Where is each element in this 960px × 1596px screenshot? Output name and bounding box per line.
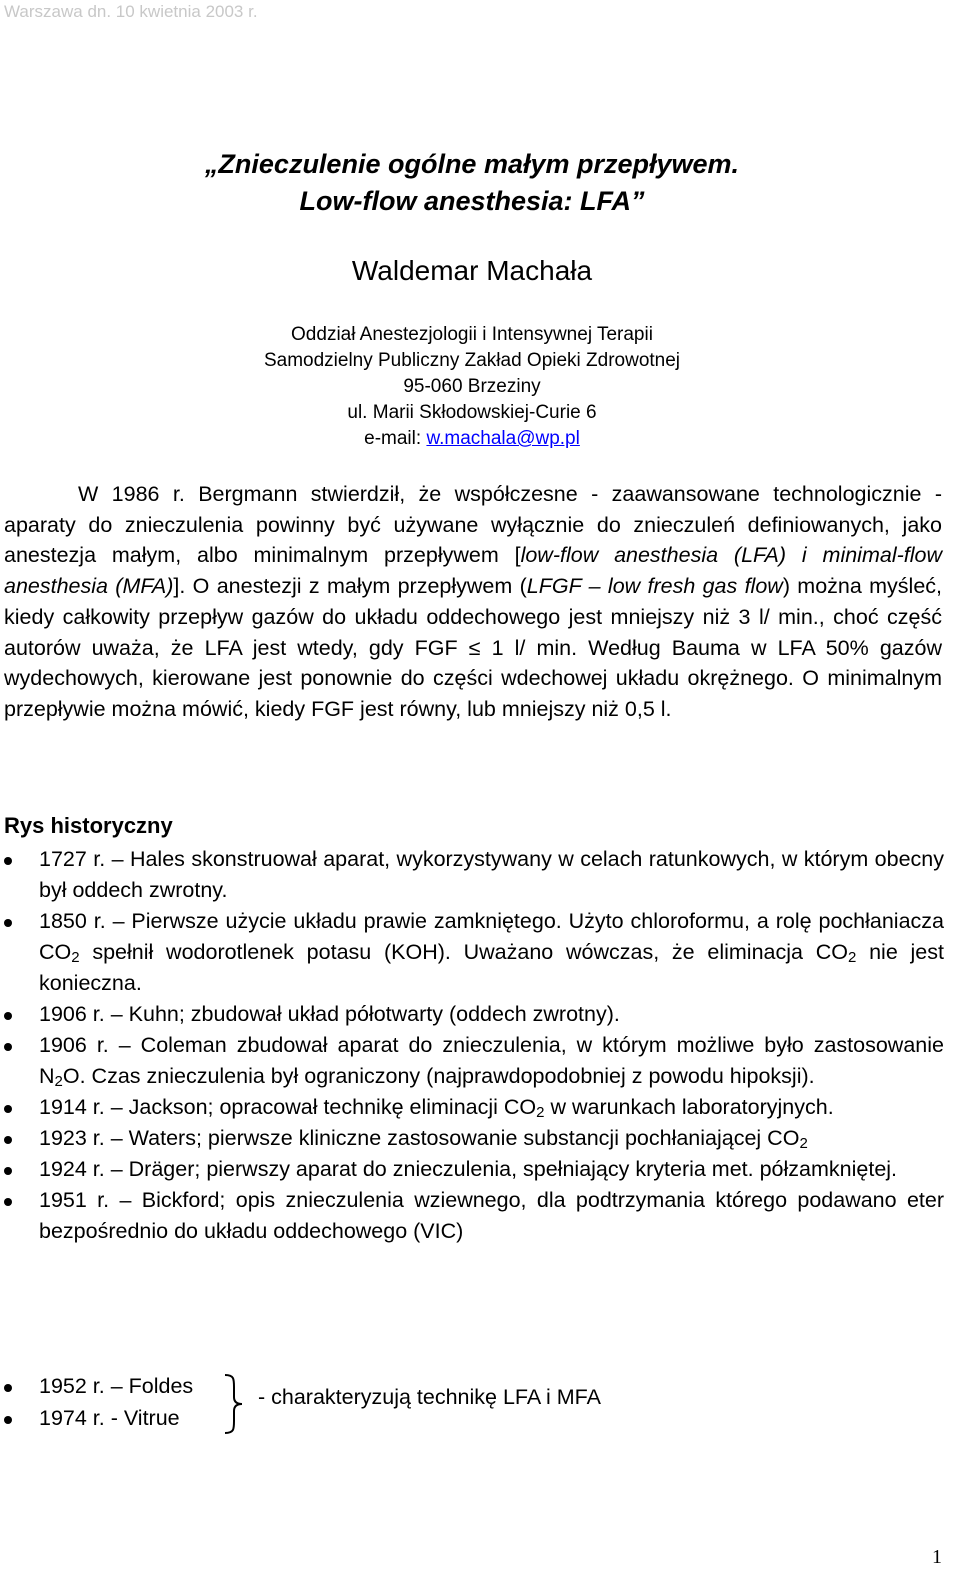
list-item-text: O. Czas znieczulenia był ograniczony (najprawdopodobniej z powodu hipoksji). <box>62 1064 815 1088</box>
header-date: Warszawa dn. 10 kwietnia 2003 r. <box>4 2 258 21</box>
list-item <box>0 1403 180 1434</box>
page-number: 1 <box>932 1546 942 1568</box>
list-item <box>0 999 944 1030</box>
bullet-icon <box>4 1136 12 1144</box>
list-item-text: 1850 r. – Pierwsze użycie układu prawie zamkniętego. Użyto chloroformu, a rolę pochłaniacza CO <box>39 909 944 964</box>
list-item-text: 1952 r. – Foldes <box>39 1374 194 1398</box>
bullet-icon <box>4 1384 12 1392</box>
bullet-icon <box>4 1012 12 1020</box>
section-heading-history: Rys historyczny <box>4 813 173 838</box>
affiliation-hospital: Samodzielny Publiczny Zakład Opieki Zdrowotnej <box>263 350 681 371</box>
email-label: e-mail: <box>364 428 427 449</box>
title-line-2: Low-flow anesthesia: LFA” <box>299 186 645 216</box>
list-item <box>0 1123 944 1154</box>
list-item <box>0 1092 944 1123</box>
bullet-icon <box>4 1043 12 1051</box>
list-item <box>0 1154 944 1185</box>
list-item-text: 1974 r. - Vitrue <box>39 1406 180 1430</box>
intro-italic-1: low-flow anesthesia (LFA) i minimal-flow anesthesia (MFA) <box>4 543 942 599</box>
intro-italic-2: LFGF – low fresh gas flow <box>526 574 783 599</box>
list-item <box>0 1371 193 1402</box>
history-list <box>0 844 944 1247</box>
intro-text-3: ) można myśleć, kiedy całkowity przepływ gazów do układu oddechowego jest mniejszy niż 3 l/ min., choć część autorów uważa, że LFA jest wtedy, gdy FGF ≤ 1 l/ min. Według Bauma w LFA 50% gazów wydechowych, kierowane jest ponownie do części wdechowej układu okrężnego. O minimalnym przepływie można mówić, kiedy FGF jest równy, lub mniejszy niż 0,5 l. <box>4 574 943 721</box>
intro-text-1: W 1986 r. Bergmann stwierdził, że współczesne - zaawansowane technologicznie - aparaty do znieczulenia powinny być używane wyłącznie do znieczuleń definiowanych, jako anestezja małym, albo minimalnym przepływem [ <box>4 482 942 568</box>
list-item <box>0 906 944 999</box>
list-item-text: 1951 r. – Bickford; opis znieczulenia wziewnego, dla podtrzymania którego podawano eter bezpośrednio do układu oddechowego (VIC) <box>39 1188 944 1243</box>
subscript: 2 <box>71 949 80 966</box>
list-item-text: nie jest konieczna. <box>39 940 944 995</box>
affiliation-street: ul. Marii Skłodowskiej-Curie 6 <box>347 402 597 423</box>
email-link[interactable]: w.machala@wp.pl <box>426 428 580 449</box>
list-item <box>0 1185 944 1247</box>
subscript: 2 <box>799 1135 808 1152</box>
author-name: Waldemar Machała <box>351 255 593 286</box>
list-item-text: 1906 r. – Coleman zbudował aparat do znieczulenia, w którym możliwe było zastosowanie N <box>39 1033 944 1088</box>
affiliation-block <box>0 322 944 452</box>
intro-paragraph <box>4 479 942 725</box>
subscript: 2 <box>54 1073 63 1090</box>
list-item <box>0 844 944 906</box>
grouped-note: - charakteryzują technikę LFA i MFA <box>258 1385 601 1409</box>
list-item-text: 1924 r. – Dräger; pierwszy aparat do znieczulenia, spełniający kryteria met. półzamkniętej. <box>39 1157 898 1181</box>
document-title <box>0 146 944 220</box>
bullet-icon <box>4 857 12 865</box>
bullet-icon <box>4 1167 12 1175</box>
bullet-icon <box>4 919 12 927</box>
intro-text-2: ]. O anestezji z małym przepływem ( <box>173 574 527 599</box>
list-item <box>0 1030 944 1092</box>
affiliation-email-line <box>0 426 944 452</box>
list-item-text: spełnił wodorotlenek potasu (KOH). Uważano wówczas, że eliminacja CO <box>79 940 848 964</box>
title-line-1: „Znieczulenie ogólne małym przepływem. <box>204 149 740 179</box>
list-item-text: 1727 r. – Hales skonstruował aparat, wykorzystywany w celach ratunkowych, w którym obecny był oddech zwrotny. <box>39 847 944 902</box>
curly-brace-icon <box>222 1373 244 1435</box>
list-item-text: 1906 r. – Kuhn; zbudował układ półotwarty (oddech zwrotny). <box>39 1002 620 1026</box>
list-item-text: w warunkach laboratoryjnych. <box>544 1095 834 1119</box>
subscript: 2 <box>536 1104 545 1121</box>
list-item-text: 1914 r. – Jackson; opracował technikę eliminacji CO <box>39 1095 537 1119</box>
bullet-icon <box>4 1105 12 1113</box>
subscript: 2 <box>848 949 857 966</box>
grouped-items <box>0 1371 700 1441</box>
affiliation-city: 95-060 Brzeziny <box>403 376 541 397</box>
list-item-text: 1923 r. – Waters; pierwsze kliniczne zastosowanie substancji pochłaniającej CO <box>39 1126 800 1150</box>
bullet-icon <box>4 1416 12 1424</box>
bullet-icon <box>4 1198 12 1206</box>
affiliation-dept: Oddział Anestezjologii i Intensywnej Terapii <box>291 324 653 345</box>
